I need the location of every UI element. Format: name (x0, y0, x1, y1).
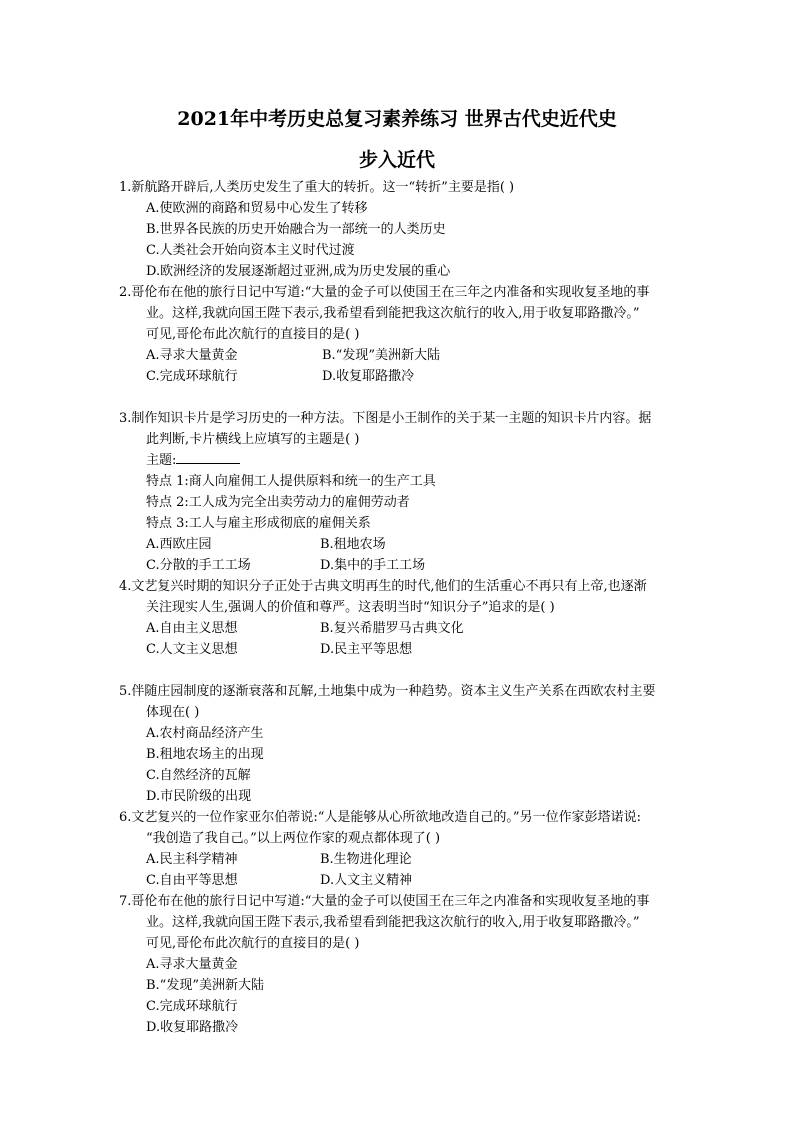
question-3-option-a: A.西欧庄园 (146, 537, 212, 552)
question-4-option-a: A.自由主义思想 (146, 621, 238, 636)
question-2-stem-line-1: 2.哥伦布在他的旅行日记中写道:“大量的金子可以使国王在三年之内准备和实现收复圣地的事 (119, 285, 650, 300)
question-2-option-b: B.“发现”美洲新大陆 (322, 348, 440, 363)
question-1-option-c: C.人类社会开始向资本主义时代过渡 (146, 243, 355, 258)
question-3-options-row-1 (146, 534, 386, 555)
question-3-topic-line (146, 450, 240, 471)
question-5-option-c: C.自然经济的瓦解 (146, 768, 251, 783)
question-7-option-a: A.寻求大量黄金 (146, 957, 238, 972)
question-7-stem-line-2: 业。这样,我就向国王陛下表示,我希望看到能把我这次航行的收入,用于收复耶路撒冷。” (146, 915, 640, 930)
question-6-options-row-1 (146, 849, 412, 870)
question-3-options-row-2 (146, 555, 426, 576)
question-3-option-d: D.集中的手工工场 (320, 558, 426, 573)
question-4-stem-line-2: 关注现实人生,强调人的价值和尊严。这表明当时“知识分子”追求的是( ) (146, 600, 555, 615)
question-4-option-d: D.民主平等思想 (320, 642, 413, 657)
question-6-stem-line-1: 6.文艺复兴的一位作家亚尔伯蒂说:“人是能够从心所欲地改造自己的。”另一位作家彭塔诺说: (119, 810, 641, 825)
document-title: 2021年中考历史总复习素养练习 世界古代史近代史 (177, 108, 617, 130)
question-6-options-row-2 (146, 870, 413, 891)
question-4-option-b: B.复兴希腊罗马古典文化 (320, 621, 464, 636)
question-6-stem-line-2: “我创造了我自己。”以上两位作家的观点都体现了( ) (146, 831, 441, 846)
question-3-option-b: B.租地农场 (320, 537, 386, 552)
question-3-option-c: C.分散的手工工场 (146, 558, 251, 573)
question-2-stem-line-2: 业。这样,我就向国王陛下表示,我希望看到能把我这次航行的收入,用于收复耶路撒冷。” (146, 306, 640, 321)
question-2-option-c: C.完成环球航行 (146, 369, 238, 384)
question-6-option-a: A.民主科学精神 (146, 852, 238, 867)
section-title: 步入近代 (358, 149, 435, 171)
question-1-stem: 1.新航路开辟后,人类历史发生了重大的转折。这一“转折”主要是指( ) (119, 180, 515, 195)
question-7-stem-line-3: 可见,哥伦布此次航行的直接目的是( ) (146, 936, 360, 951)
question-6-option-c: C.自由平等思想 (146, 873, 238, 888)
question-5-option-b: B.租地农场主的出现 (146, 747, 264, 762)
question-7-option-b: B.“发现”美洲新大陆 (146, 978, 264, 993)
question-3-topic-label: 主题: (146, 453, 177, 468)
question-3-feature-2: 特点 2:工人成为完全出卖劳动力的雇佣劳动者 (146, 495, 410, 510)
question-2-options-row-2 (146, 366, 415, 387)
question-4-options-row-2 (146, 639, 413, 660)
question-5-option-d: D.市民阶级的出现 (146, 789, 252, 804)
question-6-option-d: D.人文主义精神 (320, 873, 413, 888)
question-2-options-row-1 (146, 345, 440, 366)
question-2-stem-line-3: 可见,哥伦布此次航行的直接目的是( ) (146, 327, 360, 342)
question-7-stem-line-1: 7.哥伦布在他的旅行日记中写道:“大量的金子可以使国王在三年之内准备和实现收复圣地的事 (119, 894, 650, 909)
question-7-option-c: C.完成环球航行 (146, 999, 238, 1014)
question-3-feature-1: 特点 1:商人向雇佣工人提供原料和统一的生产工具 (146, 474, 436, 489)
question-4-stem-line-1: 4.文艺复兴时期的知识分子正处于古典文明再生的时代,他们的生活重心不再只有上帝,也逐渐 (119, 579, 647, 594)
question-1-option-b: B.世界各民族的历史开始融合为一部统一的人类历史 (146, 222, 446, 237)
question-4-option-c: C.人文主义思想 (146, 642, 238, 657)
question-1-option-a: A.使欧洲的商路和贸易中心发生了转移 (146, 201, 368, 216)
question-3-feature-3: 特点 3:工人与雇主形成彻底的雇佣关系 (146, 516, 371, 531)
question-5-stem-line-2: 体现在( ) (146, 705, 200, 720)
question-1-option-d: D.欧洲经济的发展逐渐超过亚洲,成为历史发展的重心 (146, 264, 451, 279)
question-3-stem-line-1: 3.制作知识卡片是学习历史的一种方法。下图是小王制作的关于某一主题的知识卡片内容。据 (119, 411, 652, 426)
question-2-option-d: D.收复耶路撒冷 (322, 369, 415, 384)
question-5-stem-line-1: 5.伴随庄园制度的逐渐衰落和瓦解,土地集中成为一种趋势。资本主义生产关系在西欧农村主要 (119, 684, 656, 699)
question-4-options-row-1 (146, 618, 464, 639)
question-2-option-a: A.寻求大量黄金 (146, 348, 238, 363)
question-6-option-b: B.生物进化理论 (320, 852, 412, 867)
question-5-option-a: A.农村商品经济产生 (146, 726, 264, 741)
question-7-option-d: D.收复耶路撒冷 (146, 1020, 239, 1035)
question-3-topic-blank (176, 450, 240, 464)
question-3-stem-line-2: 此判断,卡片横线上应填写的主题是( ) (146, 432, 360, 447)
